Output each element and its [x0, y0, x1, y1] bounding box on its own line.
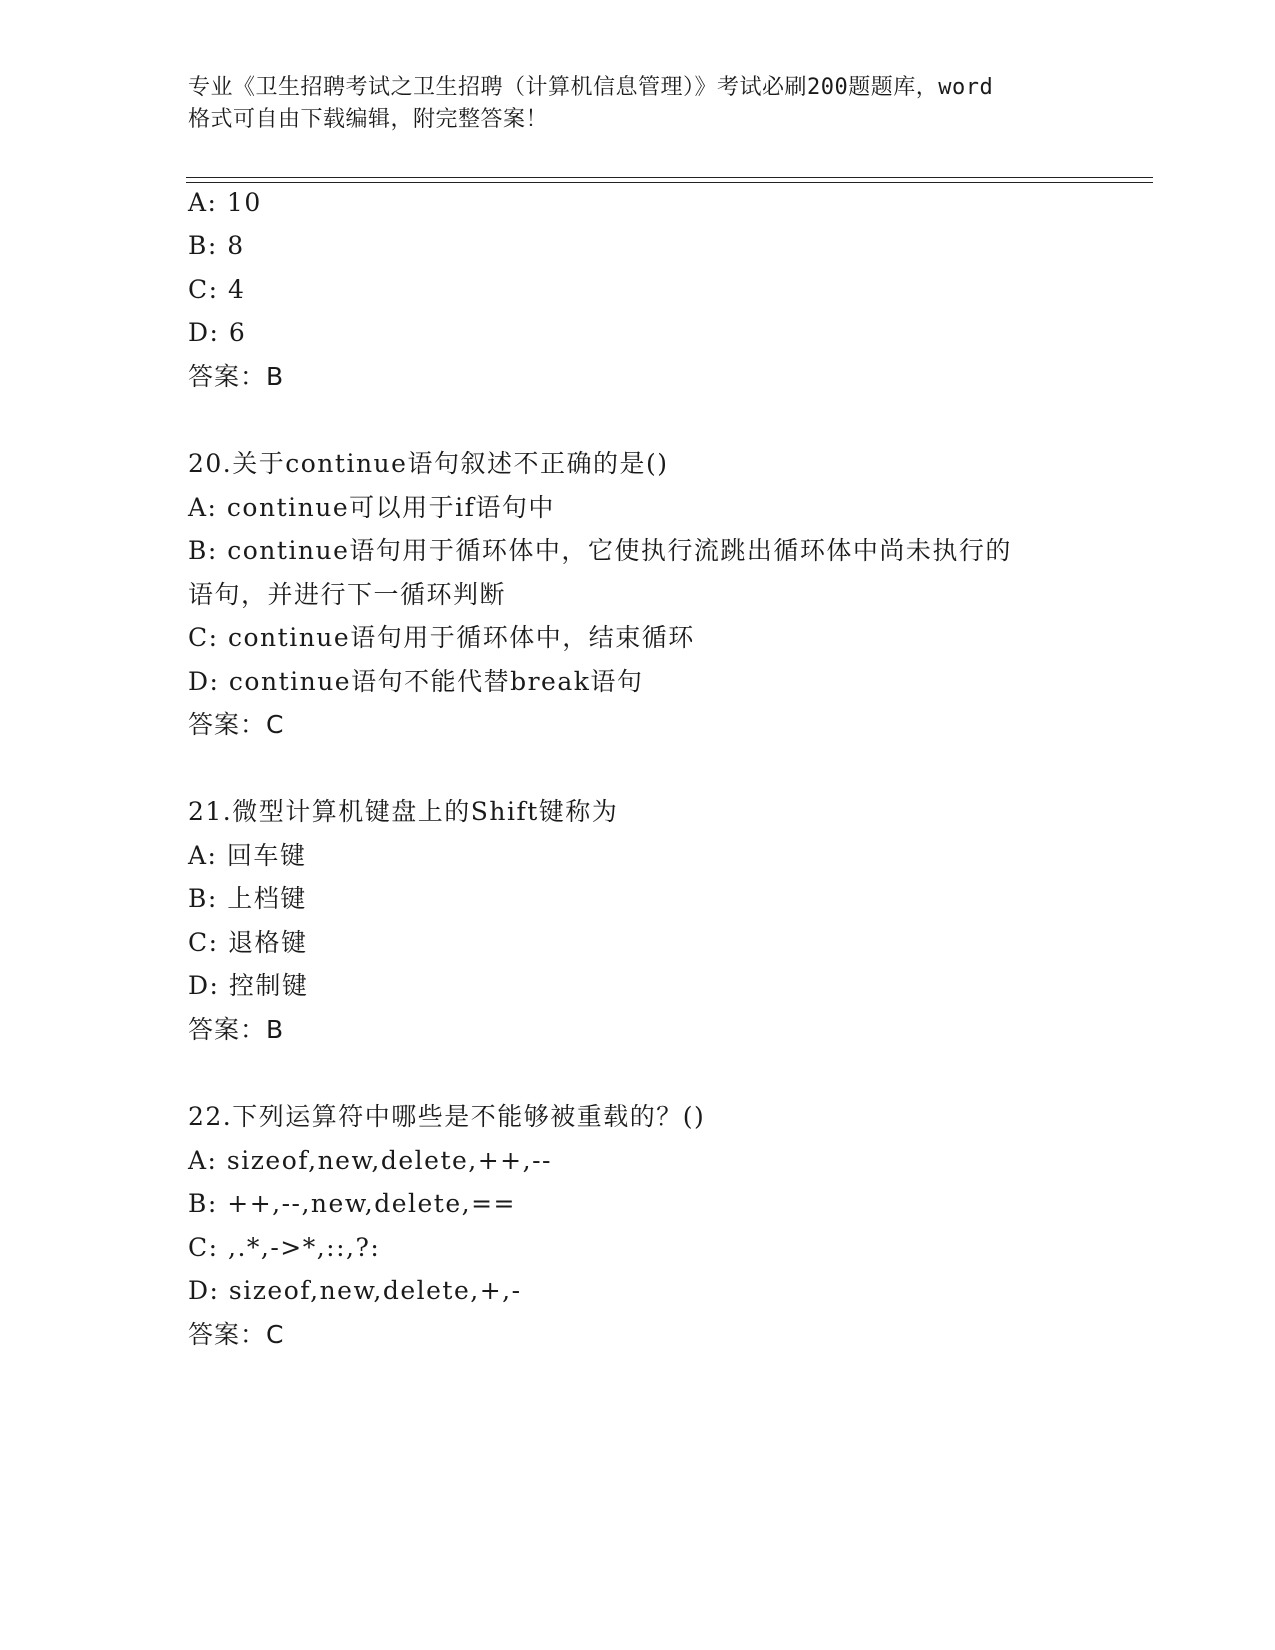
- question-stem: 21.微型计算机键盘上的Shift键称为: [188, 797, 619, 826]
- option-d: D: continue语句不能代替break语句: [188, 667, 644, 696]
- option-c: C: 4: [188, 275, 246, 304]
- option-d: D: 6: [188, 318, 247, 347]
- option-a: A: continue可以用于if语句中: [188, 493, 555, 522]
- option-b: B: continue语句用于循环体中，它使执行流跳出循环体中尚未执行的: [188, 536, 1012, 565]
- answer-label: 答案：B: [188, 1015, 285, 1044]
- question-stem: 22.下列运算符中哪些是不能够被重载的？(): [188, 1102, 706, 1131]
- option-b: B: 8: [188, 231, 245, 260]
- option-c: C: continue语句用于循环体中，结束循环: [188, 623, 695, 652]
- header-line-2: 格式可自由下载编辑，附完整答案！: [188, 107, 549, 132]
- answer-label: 答案：C: [188, 710, 285, 739]
- option-a: A: sizeof,new,delete,++,--: [188, 1146, 552, 1175]
- option-b: B: 上档键: [188, 884, 307, 913]
- option-a: A: 回车键: [188, 841, 307, 870]
- option-b-continued: 语句，并进行下一循环判断: [188, 580, 507, 609]
- header-divider-bottom: [186, 182, 1153, 183]
- question-stem: 20.关于continue语句叙述不正确的是(): [188, 449, 669, 478]
- answer-label: 答案：C: [188, 1320, 285, 1349]
- option-c: C: ,.*,->*,::,?:: [188, 1233, 381, 1262]
- option-d: D: sizeof,new,delete,+,-: [188, 1276, 522, 1305]
- document-header: [188, 72, 1088, 136]
- option-d: D: 控制键: [188, 971, 309, 1000]
- header-line-1: 专业《卫生招聘考试之卫生招聘（计算机信息管理）》考试必刷200题题库，word: [188, 75, 994, 100]
- header-divider-top: [186, 177, 1153, 178]
- option-c: C: 退格键: [188, 928, 308, 957]
- option-a: A: 10: [188, 188, 262, 217]
- option-b: B: ++,--,new,delete,==: [188, 1189, 516, 1218]
- answer-label: 答案：B: [188, 362, 285, 391]
